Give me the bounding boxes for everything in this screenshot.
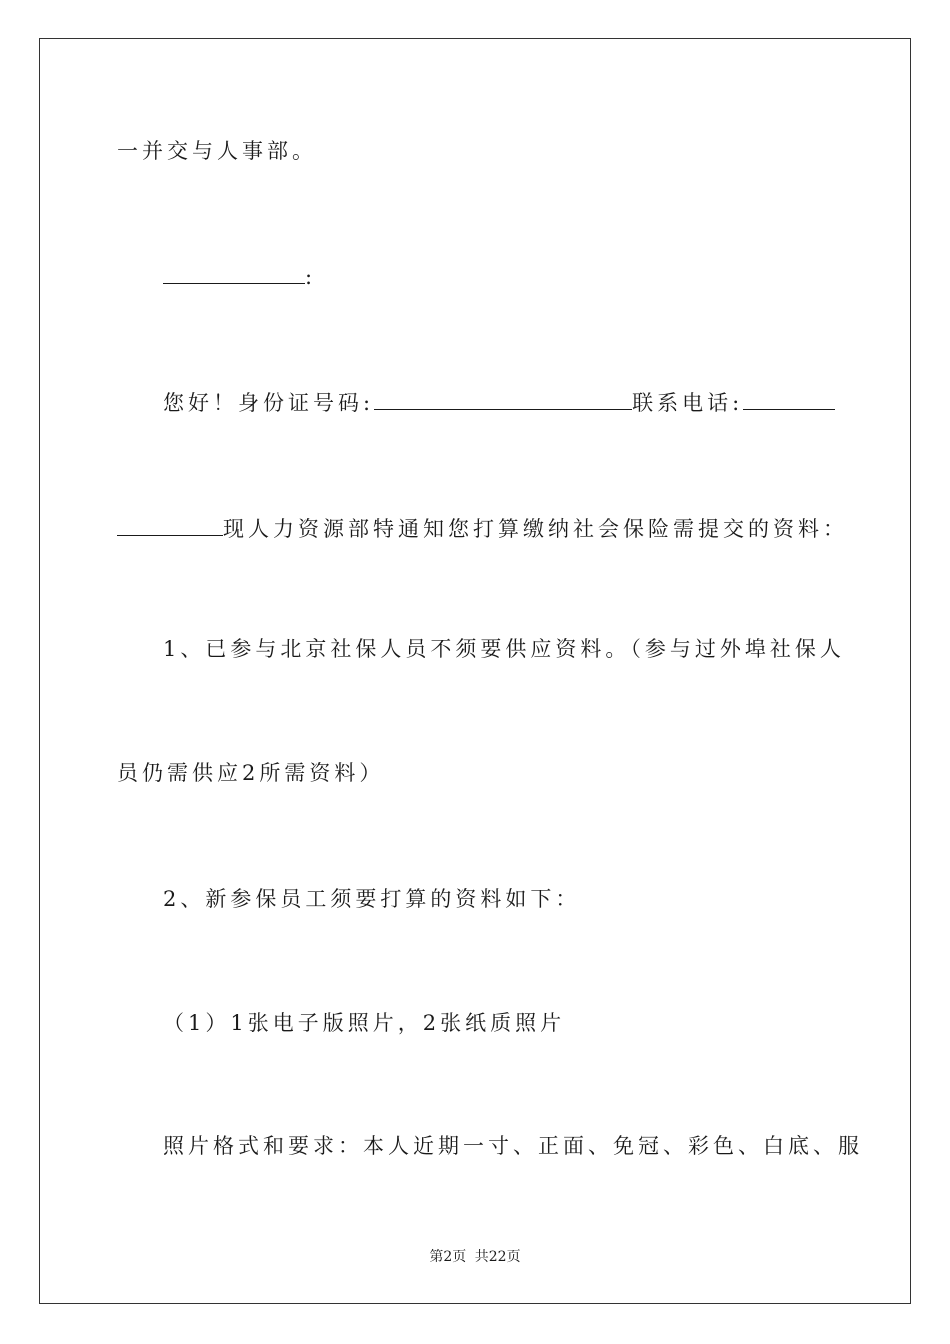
phone-label: 联系电话:: [632, 391, 744, 415]
page-footer: [0, 1246, 950, 1266]
page-border: [39, 38, 911, 1304]
paragraph-greeting: [163, 388, 835, 418]
paragraph-photo-count: （1）1张电子版照片，2张纸质照片: [163, 1011, 566, 1035]
addressee-colon: :: [305, 265, 317, 289]
page-total: 共22页: [474, 1249, 521, 1265]
paragraph-item-1: 1、已参与北京社保人员不须要供应资料。（参与过外埠社保人: [163, 637, 845, 661]
notice-text: 现人力资源部特通知您打算缴纳社会保险需提交的资料：: [223, 517, 848, 541]
paragraph-item-2: 2、新参保员工须要打算的资料如下：: [163, 887, 581, 911]
addressee-blank: [163, 263, 305, 284]
paragraph-submit-to-hr: 一并交与人事部。: [117, 139, 317, 163]
paragraph-addressee: [163, 262, 316, 292]
paragraph-notice: [117, 514, 848, 544]
page-number: 第2页: [429, 1249, 467, 1265]
paragraph-photo-requirements: 照片格式和要求：本人近期一寸、正面、免冠、彩色、白底、服: [163, 1134, 863, 1158]
id-number-label: 您好！身份证号码:: [163, 391, 375, 415]
paragraph-item-1-continued: 员仍需供应2所需资料）: [117, 761, 385, 785]
id-number-blank: [374, 389, 632, 410]
phone-blank: [743, 389, 835, 410]
phone-blank-continued: [117, 515, 223, 536]
